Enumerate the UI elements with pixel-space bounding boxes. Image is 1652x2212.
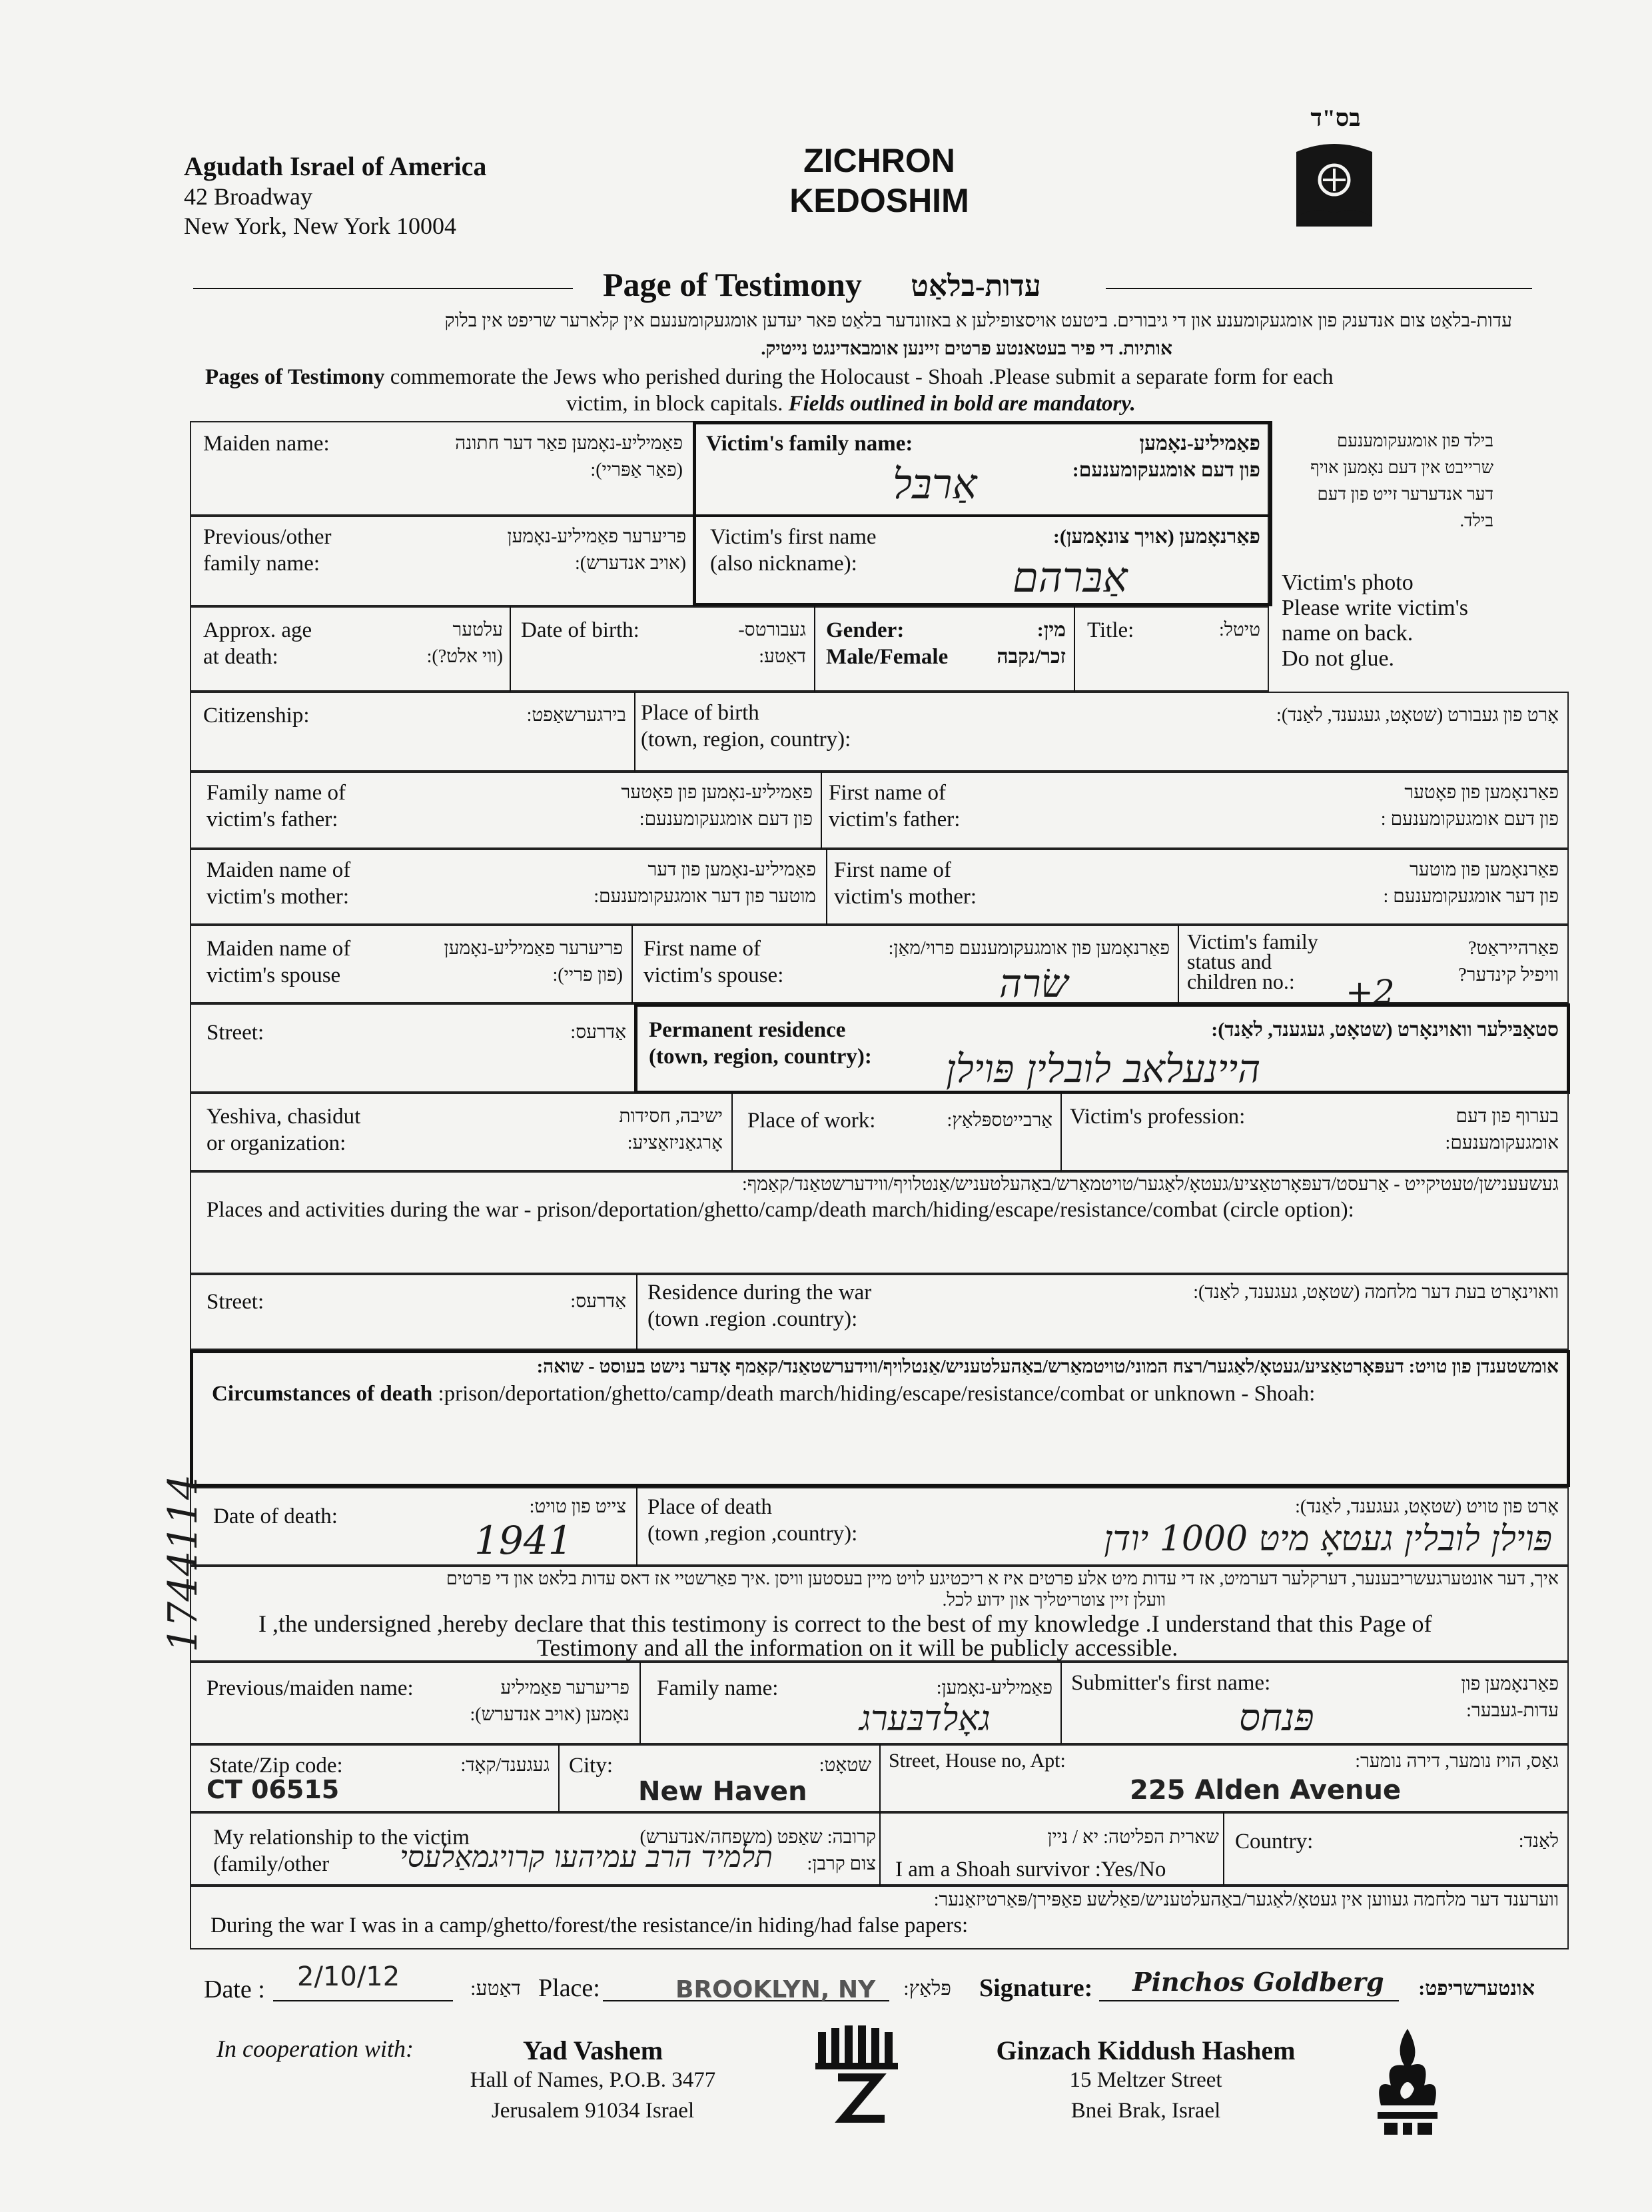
ziv-logo-icon — [1284, 139, 1384, 232]
street-address-hebrew: גאַס, הויז נומער, דירה נומער: — [1355, 1751, 1559, 1772]
citizenship-label: Citizenship: — [203, 704, 310, 728]
submitter-first-value[interactable]: פּנחס — [1239, 1696, 1314, 1740]
work-hebrew: אַרבייטספּלאַץ: — [947, 1110, 1052, 1131]
war-street-hebrew: אַדרעס: — [570, 1291, 626, 1312]
during-war-label: During the war I was in a camp/ghetto/forest/the resistance/in hiding/had false papers: — [210, 1914, 969, 1937]
dob-hebrew: געבורטס- דאַטע: — [738, 620, 806, 667]
family-name-value[interactable]: אַרבּל — [893, 460, 977, 508]
work-label: Place of work: — [747, 1109, 876, 1133]
submitter-first-hebrew: פאַרנאָמען פון עדות-געבער: — [1461, 1674, 1559, 1721]
age-hebrew: עלטער (ווי אלט?): — [426, 620, 503, 667]
family-status-hebrew: פאַרהייראַט? וויפיל קינדער? — [1458, 938, 1559, 985]
title-zichron: ZICHRON — [803, 142, 955, 179]
father-first-label: First name of victim's father: — [829, 781, 961, 831]
photo-heb-2: שרייבט אין דעם נאָמען אויף — [1310, 458, 1493, 477]
family-name-hebrew: פאַמיליע-נאָמען פון דעם אומגעקומענעם: — [1072, 432, 1260, 481]
spouse-first-hebrew: פאַרנאָמען פון אומגעקומענעם פרוי/מאַן: — [888, 938, 1170, 959]
place-hebrew: פּלאַץ: — [903, 1977, 951, 1999]
title-rule-right — [1106, 288, 1532, 289]
during-war-hebrew: ווערענד דער מלחמה געווען אין געטאָ/לאַגער/באַהעלטעניש/פאַלשע פאַפּירן/פּאַרטיזאַנער: — [933, 1890, 1559, 1910]
yeshiva-hebrew: ישיבה, חסידות אָרגאַניזאַציע: — [619, 1106, 723, 1153]
father-family-hebrew: פאַמיליע-נאָמען פון פאָטער פון דעם אומגעקומענעם: — [621, 782, 813, 830]
page-title: Page of Testimony — [603, 266, 862, 303]
yad-vashem-logo-icon — [811, 2019, 905, 2125]
intro-bold-label: Pages of Testimony — [205, 365, 385, 389]
photo-en-1: Victim's photo — [1282, 570, 1414, 595]
state-zip-value[interactable]: CT 06515 — [206, 1775, 340, 1804]
org-name: Agudath Israel of America — [184, 151, 487, 181]
residence-hebrew: סטאַבּילער וואוינאָרט (שטאָט, געגענד, לאַנד): — [1211, 1019, 1559, 1041]
relationship-hebrew: קרובה: שאַפט (משפחה/אנדערש) צום קרבן: — [639, 1827, 876, 1874]
photo-heb-1: בילד פון אומגעקומענעם — [1337, 431, 1493, 450]
yeshiva-label: Yeshiva, chasidut or organization: — [206, 1105, 361, 1155]
profession-hebrew: בערוף פון דעם אומגעקומענעם: — [1445, 1106, 1559, 1153]
city-value[interactable]: New Haven — [638, 1776, 807, 1807]
photo-heb-4: בילד. — [1459, 511, 1493, 530]
declaration-english-line1: I ,the undersigned ,hereby declare that this testimony is correct to the best of my knowledge .I understand that this Page of — [258, 1610, 1432, 1637]
spouse-first-label: First name of victim's spouse: — [643, 937, 784, 987]
page-title-hebrew: עדות-בלאַט — [911, 270, 1041, 302]
yad-vashem-address2: Jerusalem 91034 Israel — [491, 2099, 695, 2123]
previous-family-hebrew: פריערער פאַמיליע-נאָמען (אויב אנדערש): — [507, 526, 686, 574]
previous-family-label: Previous/other family name: — [203, 525, 332, 576]
place-label: Place: — [538, 1974, 600, 2002]
date-value[interactable]: 2/10/12 — [297, 1961, 400, 1992]
place-value[interactable]: BROOKLYN, NY — [675, 1976, 876, 2003]
family-name-label: Victim's family name: — [706, 432, 913, 456]
photo-en-3: name on back. — [1282, 621, 1414, 646]
war-street-label: Street: — [206, 1290, 264, 1314]
first-name-label: Victim's first name (also nickname): — [710, 525, 877, 576]
ginzach-address1: 15 Meltzer Street — [1069, 2068, 1222, 2092]
declaration-hebrew-line1: איך, דער אונטערגעשריבענער, דערקלער דערמיט, אז די עדות מיט אלע פרטים איז א ריכטיגע לויט מיין בעסטען וויסן .איך פאַרשטיי אז דאס עדות בלאט און די פרטים — [446, 1568, 1559, 1588]
death-place-hebrew: אָרט פון טויט (שטאָט, געגענד, לאַנד): — [1295, 1496, 1559, 1517]
street-address-label: Street, House no, Apt: — [889, 1750, 1066, 1772]
death-date-label: Date of death: — [213, 1504, 338, 1528]
mother-maiden-label: Maiden name of victim's mother: — [206, 858, 351, 909]
bsd-mark: בס"ד — [1310, 105, 1361, 131]
first-name-value[interactable]: אַבּרהם — [1013, 553, 1128, 602]
family-status-value[interactable]: +2 — [1346, 973, 1395, 1011]
signature-value[interactable]: Pinchos Goldberg — [1132, 1967, 1384, 1997]
photo-en-4: Do not glue. — [1282, 646, 1395, 671]
photo-instructions-hebrew — [1274, 428, 1493, 534]
submitter-prev-maiden-label: Previous/maiden name: — [206, 1676, 414, 1700]
birthplace-hebrew: אָרט פון געבורט (שטאָט, געגענד, לאַנד): — [1276, 705, 1559, 726]
relationship-value[interactable]: תלמיד הרב עמיהעו קרויגמאַלעסי — [400, 1840, 773, 1874]
war-residence-hebrew: וואוינאָרט בעת דער מלחמה (שטאָט, געגענד, לאַנד): — [1193, 1282, 1559, 1303]
org-address-line1: 42 Broadway — [184, 183, 312, 210]
cooperation-label: In cooperation with: — [216, 2035, 414, 2062]
death-place-value[interactable]: פּוילן לובלין געטאָ מיט 1000 יודן — [1104, 1519, 1552, 1559]
signature-label: Signature: — [979, 1974, 1093, 2002]
death-date-hebrew: צייט פון טויט: — [529, 1496, 626, 1517]
birthplace-label: Place of birth (town, region, country): — [641, 701, 851, 752]
profession-label: Victim's profession: — [1070, 1105, 1246, 1129]
spouse-maiden-label: Maiden name of victim's spouse — [206, 937, 351, 987]
places-label: Places and activities during the war - prison/deportation/ghetto/camp/death march/hiding/escape/resistance/combat (circle option): — [206, 1198, 1354, 1222]
residence-value[interactable]: היינעלאב לובלין פּוילן — [946, 1046, 1261, 1091]
mother-first-hebrew: פאַרנאָמען פון מוטער פון דער אומגעקומענעם : — [1383, 859, 1559, 907]
city-hebrew: שטאָט: — [819, 1755, 871, 1776]
survivor-hebrew: שארית הפליטה: יא / ניין — [1047, 1827, 1219, 1848]
submitter-family-value[interactable]: גאָלדבּערג — [859, 1699, 991, 1739]
org-address-line2: New York, New York 10004 — [184, 213, 457, 239]
date-hebrew: דאַטע: — [470, 1977, 521, 1999]
state-zip-hebrew: געגענד/קאָד: — [460, 1755, 550, 1776]
spouse-maiden-hebrew: פריערער פאַמיליע-נאָמען (פון פריי): — [444, 938, 623, 985]
relationship-label: My relationship to the victim (family/other — [213, 1826, 470, 1876]
street-address-value[interactable]: 225 Alden Avenue — [1130, 1775, 1402, 1806]
gender-hebrew: מין: זכר/נקבה — [997, 619, 1066, 668]
spouse-first-value[interactable]: שׂרה — [999, 961, 1068, 1006]
war-residence-label: Residence during the war (town .region .country): — [647, 1281, 872, 1331]
intro-english-text2: victim, in block capitals. — [566, 392, 789, 416]
state-zip-label: State/Zip code: — [209, 1754, 343, 1778]
maiden-name-label: Maiden name: — [203, 432, 330, 456]
father-first-hebrew: פאַרנאָמען פון פאָטער פון דעם אומגעקומענעם : — [1380, 782, 1559, 830]
family-status-label: Victim's family status and children no.: — [1187, 929, 1318, 993]
gender-label[interactable]: Gender: Male/Female — [826, 618, 949, 669]
submitter-family-hebrew: פאַמיליע-נאָמען: — [936, 1678, 1052, 1698]
intro-hebrew-line2: אותיות. די פיר בעטאנטע פרטים זיינען אומבאדינגט נייטיק. — [761, 338, 1172, 359]
ginzach-address2: Bnei Brak, Israel — [1070, 2099, 1221, 2123]
title-kedoshim: KEDOSHIM — [789, 182, 969, 219]
photo-en-2: Please write victim's — [1282, 596, 1468, 620]
submitter-country-hebrew: לאַנד: — [1518, 1831, 1559, 1852]
declaration-hebrew-line2: וועלן זיין צוטריטליך און ידוע לכל. — [942, 1590, 1166, 1610]
side-handwritten-number: 1744114 — [160, 1474, 206, 1652]
declaration-english-line2: Testimony and all the information on it will be publicly accessible. — [537, 1634, 1178, 1661]
father-family-label: Family name of victim's father: — [206, 781, 346, 831]
circumstances-label: Circumstances of death :prison/deportation/ghetto/camp/death march/hiding/escape/resistance/combat or unknown - Shoah: — [212, 1382, 1316, 1406]
submitter-family-label: Family name: — [657, 1676, 779, 1700]
signature-hebrew: אונטערשריפט: — [1418, 1977, 1535, 1999]
mother-first-label: First name of victim's mother: — [834, 858, 977, 909]
street-label: Street: — [206, 1021, 264, 1045]
first-name-hebrew: פאַרנאָמען (אויך צונאָמען): — [1052, 526, 1260, 548]
death-date-value[interactable]: 1941 — [474, 1518, 573, 1563]
intro-english-line2 — [566, 392, 1136, 416]
date-label: Date : — [204, 1975, 265, 2003]
death-place-label: Place of death (town ,region ,country): — [647, 1495, 858, 1546]
submitter-prev-maiden-hebrew: פריערער פאַמיליע נאָמען (אויב אנדערש): — [470, 1678, 629, 1725]
street-hebrew: אַדרעס: — [570, 1022, 626, 1043]
photo-heb-3: דער אנדערער זייט פון דעם — [1317, 484, 1493, 504]
circumstances-hebrew: אומשטענדן פון טויט: דעפּאָרטאַציע/געטאָ/לאַגער/רצח המוני/טויטמאַרש/באַהעלטעניש/אַנטלויף/ווידערשטאַנד/קאַמף אָדער נישט בעוסט - שואה: — [536, 1357, 1559, 1377]
yad-vashem-name: Yad Vashem — [522, 2035, 663, 2065]
submitter-first-label: Submitter's first name: — [1071, 1671, 1271, 1695]
title-hebrew: טיטל: — [1218, 620, 1260, 640]
survivor-label[interactable]: I am a Shoah survivor :Yes/No — [895, 1858, 1166, 1882]
yad-vashem-address1: Hall of Names, P.O.B. 3477 — [470, 2068, 716, 2092]
city-label: City: — [569, 1754, 614, 1778]
dob-label: Date of birth: — [521, 618, 639, 642]
age-label: Approx. age at death: — [203, 618, 312, 669]
ginzach-flame-logo-icon — [1371, 2025, 1444, 2139]
photo-instructions-english — [1282, 570, 1468, 672]
places-hebrew: געשעענישן/טעטיקייט - אַרעסט/דעפּאָרטאַציע/געטאָ/לאַגער/טויטמאַרש/באַהעלטעניש/אַנטלויף/ווידערשטאַנד/קאַמף: — [742, 1174, 1559, 1195]
intro-english-text1: commemorate the Jews who perished during the Holocaust - Shoah .Please submit a separate form for each — [384, 365, 1334, 389]
maiden-name-hebrew: פאַמיליע-נאָמען פאַר דער חתונה (פאַר אַפּריי): — [455, 433, 683, 480]
ginzach-name: Ginzach Kiddush Hashem — [996, 2035, 1296, 2065]
title-label: Title: — [1087, 618, 1134, 642]
mother-maiden-hebrew: פאַמיליע-נאָמען פון דער מוטער פון דער אומגעקומענעם: — [594, 859, 816, 907]
intro-english-line1 — [205, 365, 1334, 390]
submitter-country-label: Country: — [1235, 1830, 1314, 1854]
intro-mandatory-note: Fields outlined in bold are mandatory. — [788, 392, 1136, 416]
citizenship-hebrew: בירגערשאַפט: — [526, 705, 626, 726]
title-rule-left — [193, 288, 573, 289]
residence-label: Permanent residence (town, region, country): — [649, 1018, 872, 1069]
intro-hebrew-line1: עדות-בלאַט צום אנדענק פון אומגעקומענע און די גיבורים. ביטעט אויסצופילען א באזונדער בלאַט פאר יעדען אומגעקומענעם אין קלארער שריפט אין בלוק — [444, 310, 1512, 331]
